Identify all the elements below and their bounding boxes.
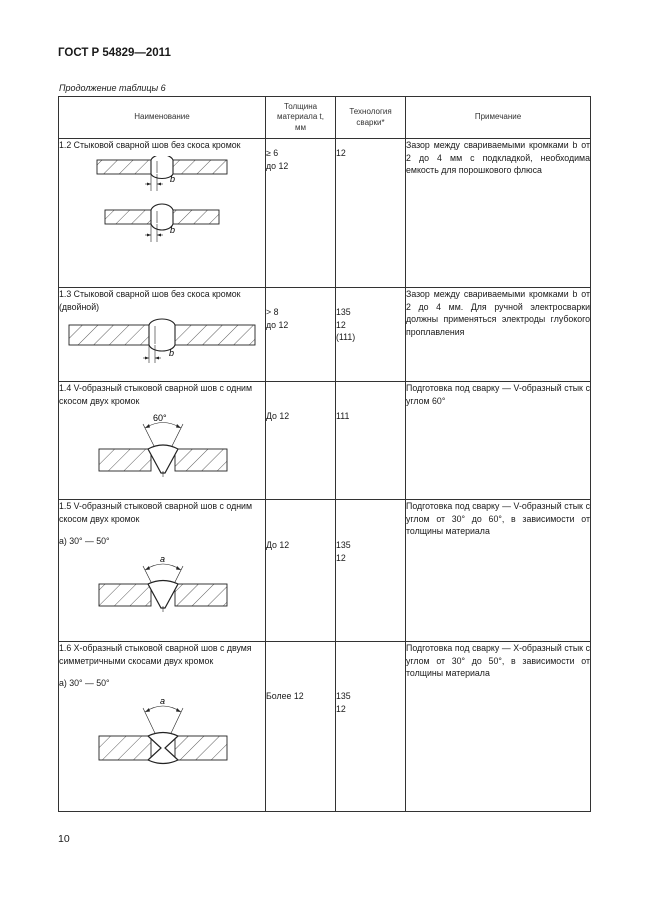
v-weld-30-50-figure xyxy=(59,552,258,618)
header-technology xyxy=(336,97,406,139)
technology-cell xyxy=(336,642,406,812)
technology-value: 12 xyxy=(336,148,346,158)
header-note: Примечание xyxy=(406,97,591,139)
row-name: 1.4 V-образный стыковой сварной шов с одним скосом двух кромок xyxy=(59,383,253,406)
thickness-value: До 12 xyxy=(266,411,290,421)
table-row xyxy=(59,139,591,288)
gap-label: b xyxy=(170,173,176,184)
table-row xyxy=(59,500,591,642)
thickness-cell xyxy=(266,642,336,812)
double-butt-weld-figure xyxy=(59,317,258,371)
angle-label: a xyxy=(160,695,166,706)
table-row xyxy=(59,642,591,812)
technology-value: 111 xyxy=(336,411,350,421)
gap-label: b xyxy=(170,224,176,235)
header-name: Наименование xyxy=(59,97,266,139)
thickness-cell xyxy=(266,139,336,288)
table-row xyxy=(59,382,591,500)
note-text: Подготовка под сварку — V-образный стык с углом от 30° до 60°, в зависимости от толщины материала xyxy=(406,501,590,536)
thickness-cell xyxy=(266,500,336,642)
butt-weld-backing-figure xyxy=(59,156,258,252)
note-cell xyxy=(406,288,591,382)
note-cell xyxy=(406,139,591,288)
thickness-cell xyxy=(266,288,336,382)
thickness-value: > 8 до 12 xyxy=(266,307,289,330)
note-cell xyxy=(406,500,591,642)
page-number: 10 xyxy=(58,833,70,845)
technology-value: 135 12 xyxy=(336,540,351,563)
gap-label: b xyxy=(169,348,175,358)
row-name-cell xyxy=(59,288,266,382)
table-row xyxy=(59,288,591,382)
row-name: 1.5 V-образный стыковой сварной шов с одним скосом двух кромок xyxy=(59,501,253,524)
table-header-row xyxy=(59,97,591,139)
note-text: Подготовка под сварку — X-образный стык с углом от 30° до 50°, в зависимости от толщины материала xyxy=(406,643,590,678)
row-name-cell xyxy=(59,500,266,642)
note-text: Подготовка под сварку — V-образный стык с углом 60° xyxy=(406,383,590,406)
thickness-value: Более 12 xyxy=(266,691,304,701)
technology-cell xyxy=(336,382,406,500)
row-subitem: а) 30° — 50° xyxy=(59,536,110,546)
technology-cell xyxy=(336,500,406,642)
standard-title: ГОСТ Р 54829—2011 xyxy=(58,47,171,59)
x-weld-figure xyxy=(59,694,258,776)
note-text: Зазор между свариваемыми кромками b от 2 до 4 мм. Для ручной электросварки должны применяться электроды глубокого проплавления xyxy=(406,289,590,337)
header-thickness-text: Толщина материала t, мм xyxy=(277,101,324,132)
angle-label: 60° xyxy=(153,413,167,423)
note-cell xyxy=(406,382,591,500)
note-text: Зазор между свариваемыми кромками b от 2 до 4 мм с подкладкой, необходима емкость для порошкового флюса xyxy=(406,140,590,175)
v-weld-60-figure xyxy=(59,411,258,483)
row-name-cell xyxy=(59,642,266,812)
header-technology-text: Технология сварки* xyxy=(349,107,392,127)
angle-label: a xyxy=(160,553,166,564)
table-caption: Продолжение таблицы 6 xyxy=(59,83,166,93)
technology-cell xyxy=(336,288,406,382)
weld-table xyxy=(58,96,591,812)
row-name: 1.3 Стыковой сварной шов без скоса кромок (двойной) xyxy=(59,289,241,312)
row-name: 1.2 Стыковой сварной шов без скоса кромок xyxy=(59,140,241,150)
header-thickness xyxy=(266,97,336,139)
thickness-value: ≥ 6 до 12 xyxy=(266,148,289,171)
row-name: 1.6 X-образный стыковой сварной шов с двумя симметричными скосами двух кромок xyxy=(59,643,252,666)
technology-value: 135 12 (111) xyxy=(336,307,356,342)
thickness-cell xyxy=(266,382,336,500)
row-subitem: а) 30° — 50° xyxy=(59,678,110,688)
thickness-value: До 12 xyxy=(266,540,290,550)
row-name-cell xyxy=(59,382,266,500)
technology-value: 135 12 xyxy=(336,691,351,714)
technology-cell xyxy=(336,139,406,288)
note-cell xyxy=(406,642,591,812)
row-name-cell xyxy=(59,139,266,288)
